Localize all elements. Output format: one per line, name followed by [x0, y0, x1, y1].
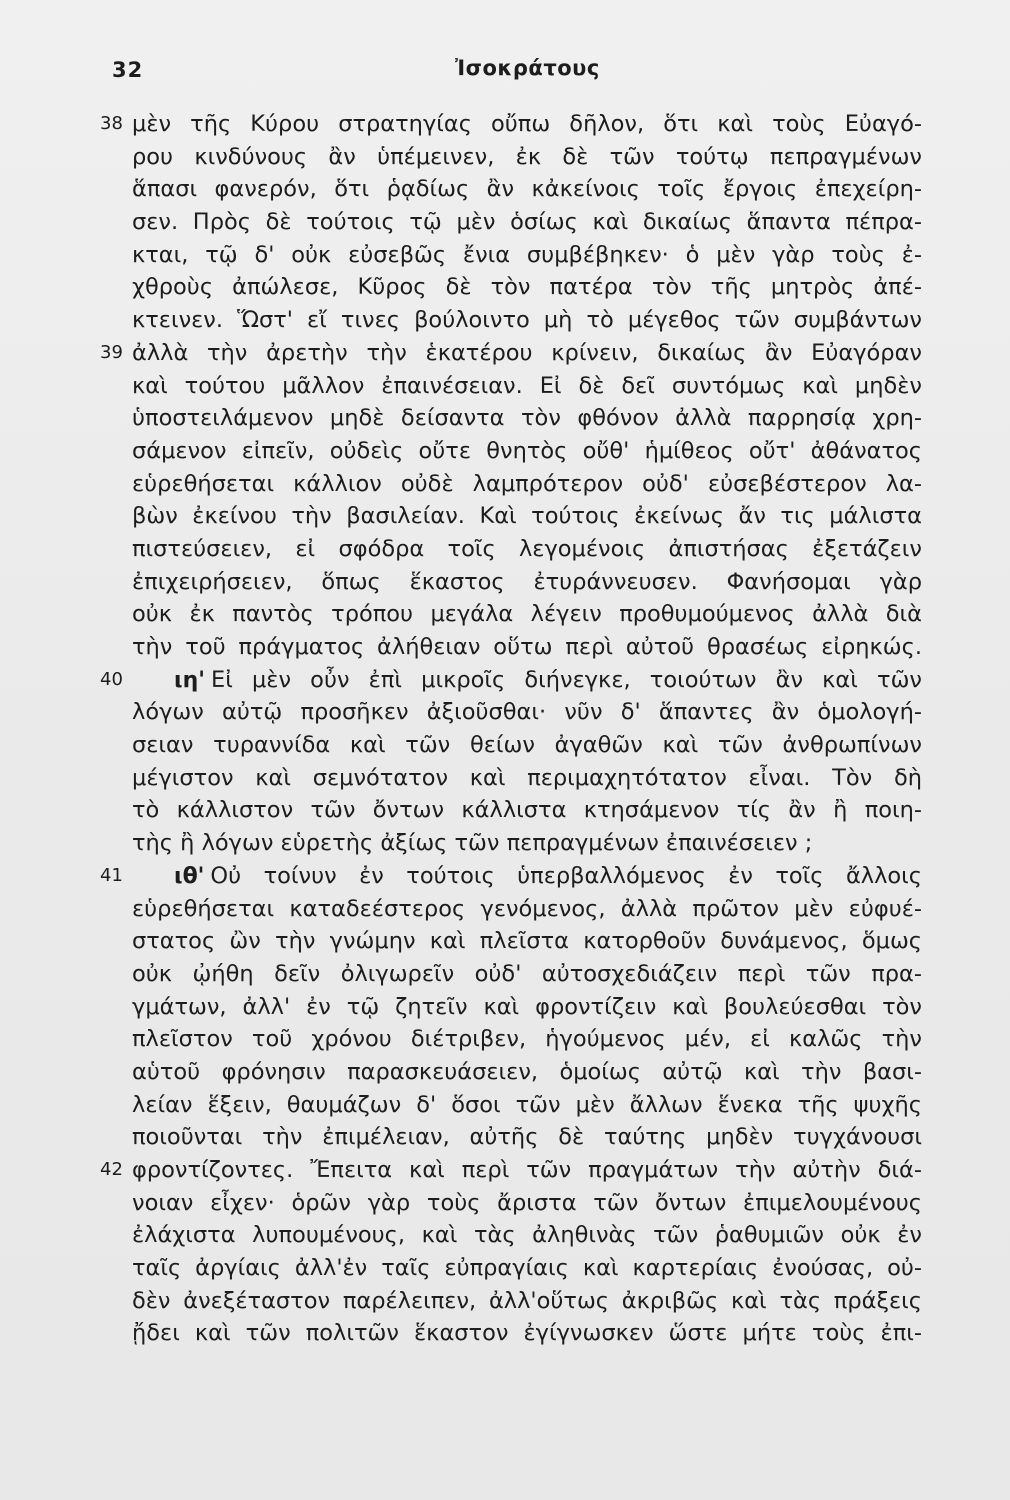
line-text: οὐκ ἐκ παντὸς τρόπου μεγάλα λέγειν προθυμούμενος ἀλλὰ διὰ — [132, 601, 922, 628]
line-text: μὲν τῆς Κύρου στρατηγίας οὔπω δῆλον, ὅτι καὶ τοὺς Εὐαγό- — [132, 111, 922, 137]
text-line — [0, 173, 1010, 206]
line-text: ἀλλὰ τὴν ἀρετὴν τὴν ἑκατέρου κρίνειν, δικαίως ἂν Εὐαγόραν — [132, 339, 922, 366]
text-line — [0, 1121, 1010, 1154]
text-line — [0, 1154, 1010, 1187]
text-line — [0, 958, 1010, 991]
chapter-marker: ιθ' — [174, 863, 205, 889]
line-text: ποιοῦνται τὴν ἐπιμέλειαν, αὐτῆς δὲ ταύτης μηδὲν τυγχάνουσι — [132, 1124, 922, 1151]
text-line — [0, 468, 1010, 501]
line-text: λείαν ἕξειν, θαυμάζων δ' ὅσοι τῶν μὲν ἄλλων ἕνεκα τῆς ψυχῆς — [132, 1091, 922, 1118]
margin-section-number: 41 — [100, 864, 123, 886]
text-line — [0, 860, 1010, 893]
text-line — [0, 696, 1010, 729]
text-line — [0, 729, 1010, 762]
text-line — [0, 1317, 1010, 1350]
text-line — [0, 664, 1010, 697]
text-line — [0, 893, 1010, 926]
line-text: τὴς ἢ λόγων εὑρετὴς ἀξίως τῶν πεπραγμένων ἐπαινέσειεν ; — [132, 830, 813, 857]
line-text: χθροὺς ἀπώλεσε, Κῦρος δὲ τὸν πατέρα τὸν τῆς μητρὸς ἀπέ- — [132, 274, 922, 301]
text-line — [0, 1285, 1010, 1318]
page-header — [0, 46, 1010, 86]
text-line — [0, 827, 1010, 860]
line-text: κτεινεν. Ὥστ' εἴ τινες βούλοιντο μὴ τὸ μέγεθος τῶν συμβάντων — [132, 307, 922, 334]
text-line — [0, 402, 1010, 435]
line-text: ταῖς ἀργίαις ἀλλ'ἐν ταῖς εὐπραγίαις καὶ καρτερίαις ἐνούσας, οὐ- — [132, 1255, 922, 1282]
chapter-marker: ιη' — [174, 667, 205, 693]
line-text — [132, 860, 922, 893]
line-text: νοιαν εἶχεν· ὁρῶν γὰρ τοὺς ἄριστα τῶν ὄντων ἐπιμελουμένους — [132, 1189, 922, 1216]
text-line — [0, 631, 1010, 664]
text-line — [0, 1219, 1010, 1252]
text-line — [0, 1023, 1010, 1056]
line-text: πιστεύσειεν, εἰ σφόδρα τοῖς λεγομένοις ἀπιστήσας ἐξετάζειν — [132, 535, 922, 562]
text-line — [0, 598, 1010, 631]
text-line — [0, 337, 1010, 370]
line-text: ἐπιχειρήσειεν, ὅπως ἕκαστος ἐτυράννευσεν. Φανήσομαι γὰρ — [132, 568, 922, 595]
text-line — [0, 206, 1010, 239]
line-text: πλεῖστον τοῦ χρόνου διέτριβεν, ἡγούμενος μέν, εἰ καλῶς τὴν — [132, 1026, 922, 1053]
text-line — [0, 435, 1010, 468]
line-text: εὑρεθήσεται καταδεέστερος γενόμενος, ἀλλὰ πρῶτον μὲν εὐφυέ- — [132, 895, 922, 922]
text-line — [0, 271, 1010, 304]
text-line — [0, 500, 1010, 533]
text-line — [0, 1187, 1010, 1220]
text-line — [0, 925, 1010, 958]
text-line — [0, 762, 1010, 795]
text-line — [0, 991, 1010, 1024]
line-text: εὑρεθήσεται κάλλιον οὐδὲ λαμπρότερον οὐδ' εὐσεβέστερον λα- — [132, 470, 922, 497]
line-text: ρου κινδύνους ἂν ὑπέμεινεν, ἐκ δὲ τῶν τούτῳ πεπραγμένων — [132, 143, 922, 170]
line-text: μέγιστον καὶ σεμνότατον καὶ περιμαχητότατον εἶναι. Τὸν δὴ — [132, 764, 922, 791]
line-text: τὴν τοῦ πράγματος ἀλήθειαν οὕτω περὶ αὐτοῦ θρασέως εἰρηκώς. — [132, 634, 922, 660]
margin-section-number: 40 — [100, 668, 123, 690]
line-text: οὐκ ᾠήθη δεῖν ὀλιγωρεῖν οὐδ' αὐτοσχεδιάζειν περὶ τῶν πρα- — [132, 960, 922, 987]
page-number: 32 — [112, 58, 144, 82]
text-line — [0, 1056, 1010, 1089]
line-text: σειαν τυραννίδα καὶ τῶν θείων ἀγαθῶν καὶ τῶν ἀνθρωπίνων — [132, 732, 922, 759]
line-text: σεν. Πρὸς δὲ τούτοις τῷ μὲν ὁσίως καὶ δικαίως ἅπαντα πέπρα- — [132, 209, 922, 236]
line-text: ἅπασι φανερόν, ὅτι ῥᾳδίως ἂν κἀκείνοις τοῖς ἔργοις ἐπεχείρη- — [132, 176, 922, 203]
text-line — [0, 304, 1010, 337]
text-line — [0, 239, 1010, 272]
line-body: Εἰ μὲν οὖν ἐπὶ μικροῖς διήνεγκε, τοιούτων ἂν καὶ τῶν — [210, 666, 922, 693]
text-line — [0, 108, 1010, 141]
line-text: καὶ τούτου μᾶλλον ἐπαινέσειαν. Εἰ δὲ δεῖ συντόμως καὶ μηδὲν — [132, 372, 922, 399]
line-text: φροντίζοντες. Ἔπειτα καὶ περὶ τῶν πραγμάτων τὴν αὐτὴν διά- — [132, 1157, 922, 1183]
line-text: τὸ κάλλιστον τῶν ὄντων κάλλιστα κτησάμενον τίς ἂν ἢ ποιη- — [132, 797, 922, 824]
text-line — [0, 370, 1010, 403]
line-text: βὼν ἐκείνου τὴν βασιλείαν. Καὶ τούτοις ἐκείνως ἄν τις μάλιστα — [132, 503, 922, 530]
line-text: ᾔδει καὶ τῶν πολιτῶν ἕκαστον ἐγίγνωσκεν ὥστε μήτε τοὺς ἐπι- — [132, 1320, 922, 1347]
text-line — [0, 566, 1010, 599]
line-text: λόγων αὐτῷ προσῆκεν ἀξιοῦσθαι· νῦν δ' ἅπαντες ἂν ὁμολογή- — [132, 699, 922, 726]
line-text — [132, 664, 922, 697]
running-title: Ἰσοκράτους — [455, 56, 600, 80]
line-text: κται, τῷ δ' οὐκ εὐσεβῶς ἔνια συμβέβηκεν· ὁ μὲν γὰρ τοὺς ἐ- — [132, 241, 922, 268]
text-line — [0, 533, 1010, 566]
body-text — [0, 108, 1010, 1350]
margin-section-number: 39 — [100, 341, 123, 363]
line-text: γμάτων, ἀλλ' ἐν τῷ ζητεῖν καὶ φροντίζειν καὶ βουλεύεσθαι τὸν — [132, 993, 922, 1020]
margin-section-number: 38 — [100, 113, 123, 134]
line-body: Οὐ τοίνυν ἐν τούτοις ὑπερβαλλόμενος ἐν τοῖς ἄλλοις — [210, 862, 922, 889]
line-text: ἐλάχιστα λυπουμένους, καὶ τὰς ἀληθινὰς τῶν ῥαθυμιῶν οὐκ ἐν — [132, 1222, 922, 1249]
line-text: ὑποστειλάμενον μηδὲ δείσαντα τὸν φθόνον ἀλλὰ παρρησίᾳ χρη- — [132, 405, 922, 432]
line-text: σάμενον εἰπεῖν, οὐδεὶς οὔτε θνητὸς οὔθ' ἡμίθεος οὔτ' ἀθάνατος — [132, 437, 922, 464]
text-line — [0, 1089, 1010, 1122]
text-line — [0, 1252, 1010, 1285]
text-line — [0, 141, 1010, 174]
line-text: δὲν ἀνεξέταστον παρέλειπεν, ἀλλ'οὕτως ἀκριβῶς καὶ τὰς πράξεις — [132, 1287, 922, 1314]
margin-section-number: 42 — [100, 1159, 123, 1180]
line-text: στατος ὢν τὴν γνώμην καὶ πλεῖστα κατορθοῦν δυνάμενος, ὅμως — [132, 928, 922, 955]
text-line — [0, 794, 1010, 827]
line-text: αὑτοῦ φρόνησιν παρασκευάσειεν, ὁμοίως αὐτῷ καὶ τὴν βασι- — [132, 1058, 922, 1085]
